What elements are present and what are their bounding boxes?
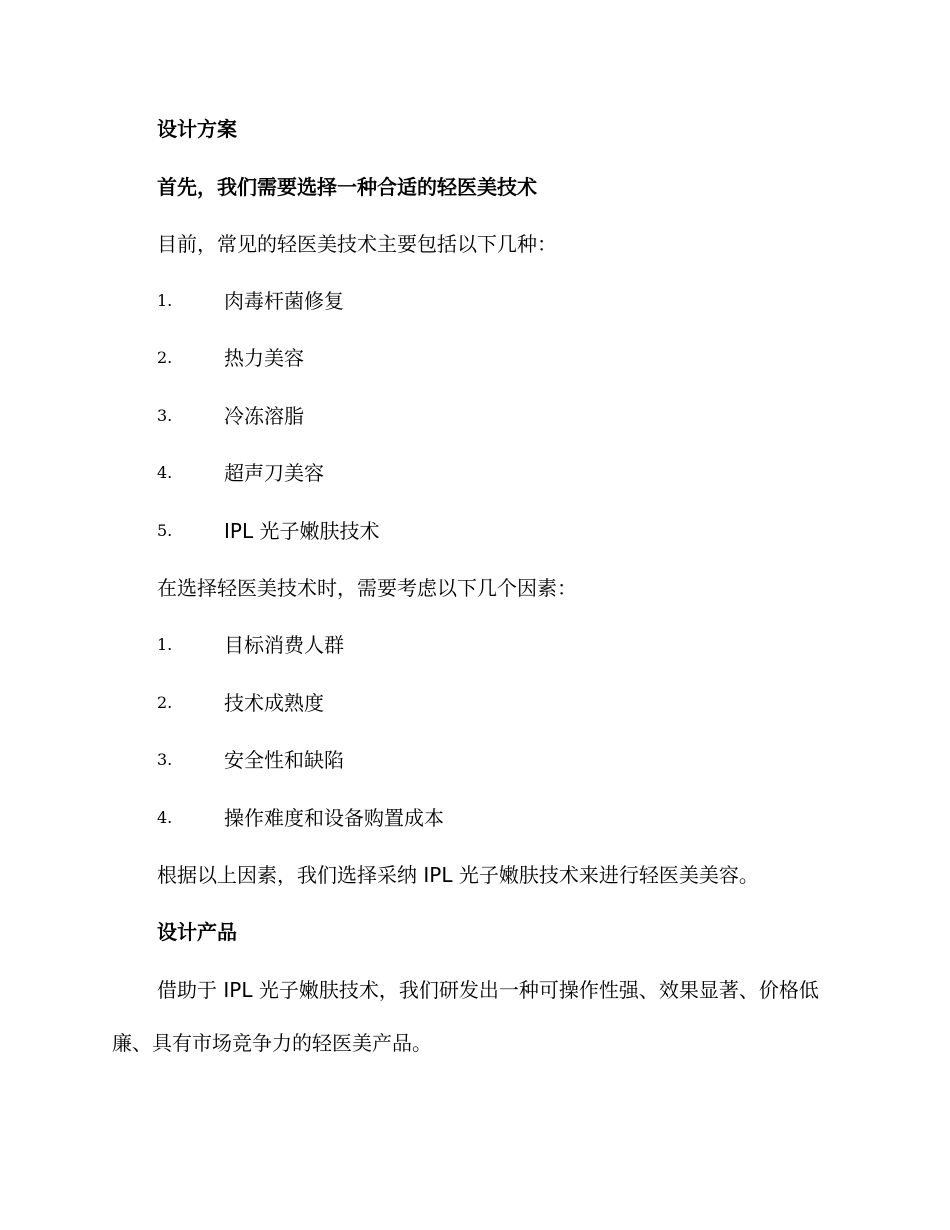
list-item: 技术成熟度 — [224, 691, 324, 715]
list-item-number: 2. — [157, 348, 173, 367]
list-item-number: 5. — [157, 521, 173, 540]
list-item-number: 1. — [157, 635, 173, 654]
conclusion-text: 根据以上因素，我们选择采纳 IPL 光子嫩肤技术来进行轻医美美容。 — [157, 863, 759, 887]
heading-design-product: 设计产品 — [157, 920, 237, 944]
list-item: 操作难度和设备购置成本 — [224, 806, 444, 830]
list-item-number: 3. — [157, 750, 173, 769]
intro-selection-factors: 在选择轻医美技术时，需要考虑以下几个因素： — [157, 576, 577, 600]
list-item: 超声刀美容 — [224, 461, 324, 485]
list-item-number: 2. — [157, 693, 173, 712]
list-item: 肉毒杆菌修复 — [224, 289, 344, 313]
list-item-number: 3. — [157, 406, 173, 425]
intro-common-technologies: 目前，常见的轻医美技术主要包括以下几种： — [157, 232, 557, 256]
list-item-number: 1. — [157, 291, 173, 310]
list-item: 热力美容 — [224, 346, 304, 370]
subheading-choose-technology: 首先，我们需要选择一种合适的轻医美技术 — [157, 175, 537, 199]
list-item-number: 4. — [157, 808, 173, 827]
list-item-number: 4. — [157, 463, 173, 482]
product-paragraph: 借助于 IPL 光子嫩肤技术，我们研发出一种可操作性强、效果显著、价格低廉、具有市场竞争力的轻医美产品。 — [112, 978, 819, 1055]
list-item: 冷冻溶脂 — [224, 404, 304, 428]
list-item: 安全性和缺陷 — [224, 748, 344, 772]
list-item: 目标消费人群 — [224, 633, 344, 657]
heading-design-plan: 设计方案 — [157, 117, 237, 141]
list-item: IPL 光子嫩肤技术 — [224, 519, 380, 543]
